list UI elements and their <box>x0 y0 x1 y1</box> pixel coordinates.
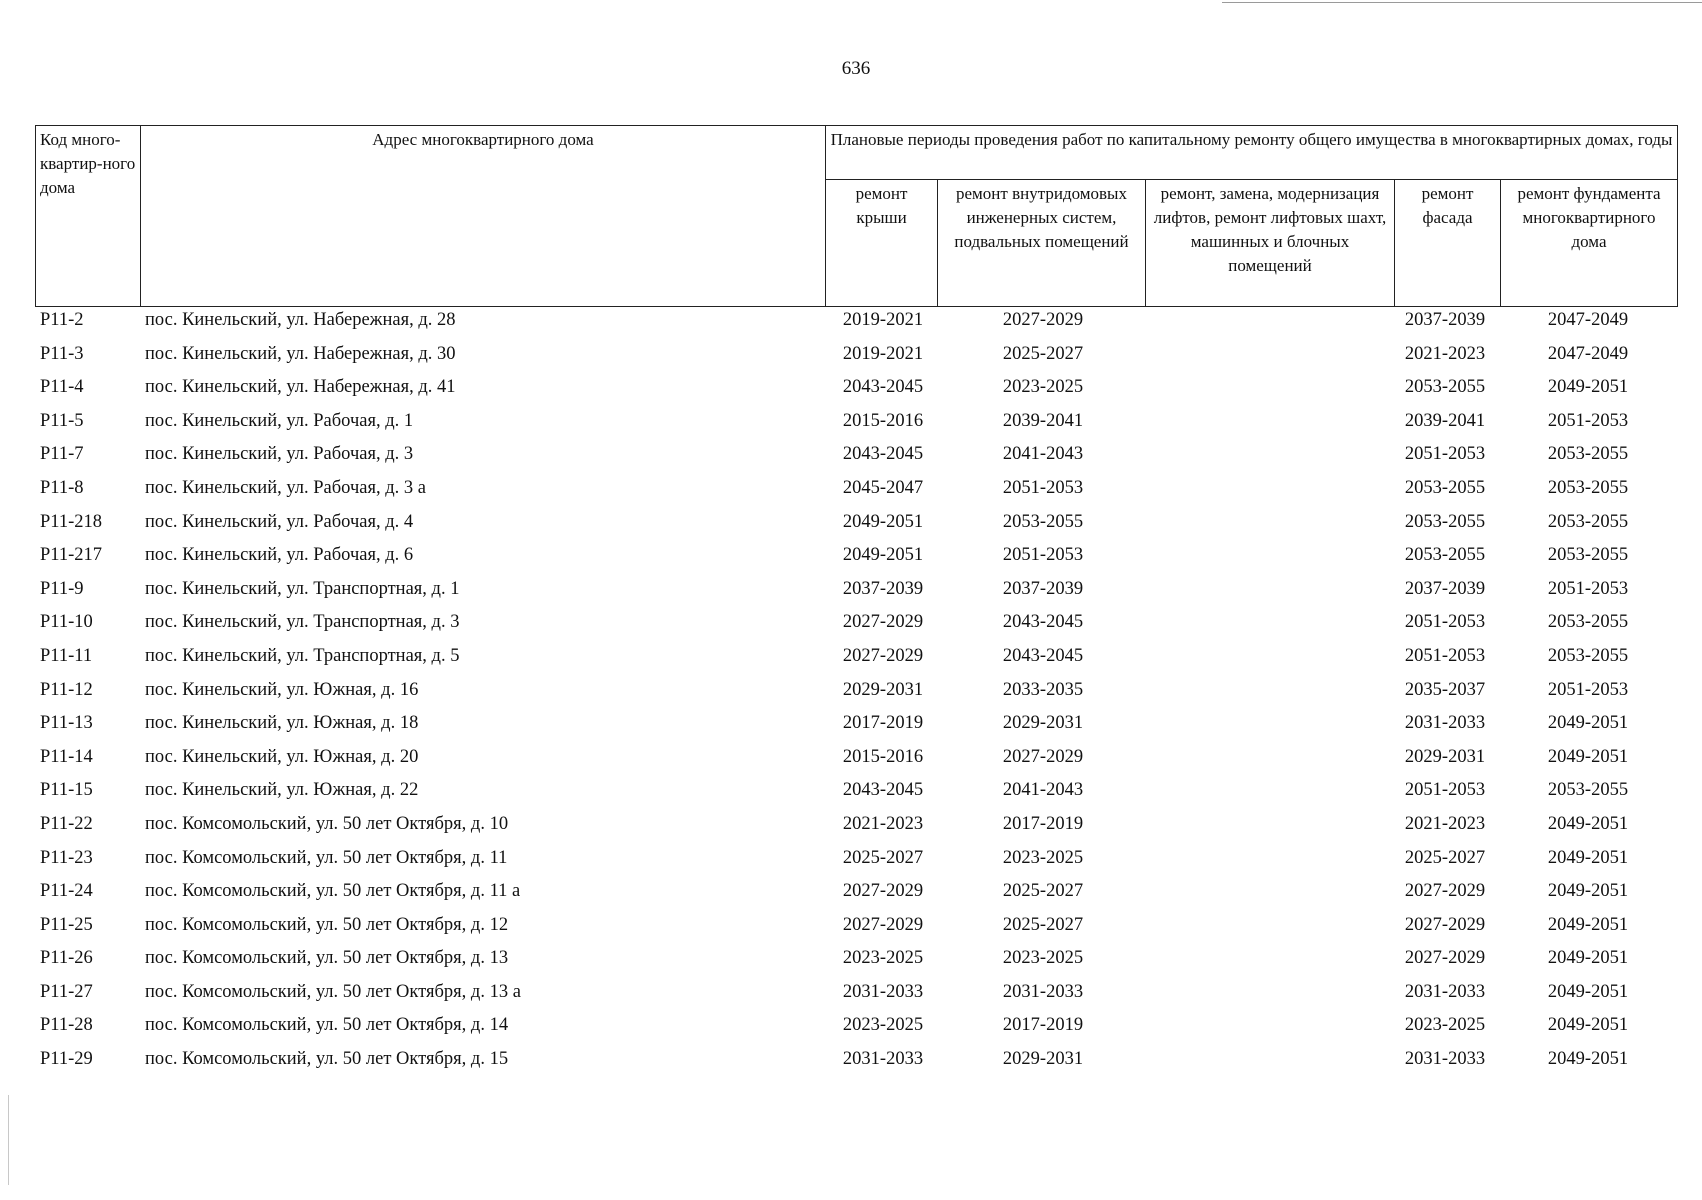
cell-code: P11-8 <box>40 477 84 498</box>
cell-foundation: 2049-2051 <box>1547 746 1629 767</box>
cell-code: P11-13 <box>40 713 93 734</box>
cell-foundation: 2049-2051 <box>1547 1049 1629 1070</box>
cell-systems: 2043-2045 <box>1002 645 1084 666</box>
header-engineering-systems: ремонт внутридомовых инженерных систем, подвальных помещений <box>938 180 1146 307</box>
table-row <box>35 678 1677 712</box>
table-row <box>35 745 1677 779</box>
table-body <box>35 308 1677 1081</box>
cell-code: P11-14 <box>40 746 93 767</box>
header-facade: ремонт фасада <box>1395 180 1501 307</box>
cell-roof: 2029-2031 <box>842 679 924 700</box>
cell-systems: 2033-2035 <box>1002 679 1084 700</box>
cell-systems: 2025-2027 <box>1002 881 1084 902</box>
cell-foundation: 2049-2051 <box>1547 881 1629 902</box>
cell-code: P11-15 <box>40 780 93 801</box>
header-address: Адрес многоквартирного дома <box>141 126 826 307</box>
cell-systems: 2027-2029 <box>1002 746 1084 767</box>
cell-roof: 2027-2029 <box>842 914 924 935</box>
cell-systems: 2017-2019 <box>1002 1015 1084 1036</box>
cell-facade: 2031-2033 <box>1404 1049 1486 1070</box>
cell-address: пос. Кинельский, ул. Транспортная, д. 1 <box>145 578 460 599</box>
cell-address: пос. Кинельский, ул. Набережная, д. 41 <box>145 377 456 398</box>
cell-address: пос. Кинельский, ул. Южная, д. 18 <box>145 713 419 734</box>
cell-foundation: 2051-2053 <box>1547 578 1629 599</box>
cell-code: P11-24 <box>40 881 93 902</box>
cell-foundation: 2049-2051 <box>1547 813 1629 834</box>
cell-systems: 2051-2053 <box>1002 545 1084 566</box>
cell-foundation: 2051-2053 <box>1547 679 1629 700</box>
cell-foundation: 2049-2051 <box>1547 981 1629 1002</box>
cell-roof: 2049-2051 <box>842 545 924 566</box>
cell-address: пос. Комсомольский, ул. 50 лет Октября, д. 11 <box>145 847 508 868</box>
cell-code: P11-23 <box>40 847 93 868</box>
cell-foundation: 2049-2051 <box>1547 847 1629 868</box>
cell-facade: 2051-2053 <box>1404 444 1486 465</box>
cell-foundation: 2049-2051 <box>1547 1015 1629 1036</box>
cell-systems: 2039-2041 <box>1002 410 1084 431</box>
cell-code: P11-7 <box>40 444 84 465</box>
cell-foundation: 2053-2055 <box>1547 545 1629 566</box>
cell-foundation: 2053-2055 <box>1547 612 1629 633</box>
cell-foundation: 2053-2055 <box>1547 645 1629 666</box>
cell-code: P11-9 <box>40 578 84 599</box>
cell-systems: 2027-2029 <box>1002 310 1084 330</box>
cell-foundation: 2049-2051 <box>1547 948 1629 969</box>
cell-foundation: 2047-2049 <box>1547 343 1629 364</box>
cell-facade: 2035-2037 <box>1404 679 1486 700</box>
cell-roof: 2025-2027 <box>842 847 924 868</box>
cell-foundation: 2053-2055 <box>1547 477 1629 498</box>
cell-address: пос. Кинельский, ул. Рабочая, д. 6 <box>145 545 414 566</box>
cell-systems: 2023-2025 <box>1002 948 1084 969</box>
cell-roof: 2045-2047 <box>842 477 924 498</box>
cell-systems: 2023-2025 <box>1002 377 1084 398</box>
table-row <box>35 577 1677 611</box>
cell-facade: 2031-2033 <box>1404 981 1486 1002</box>
cell-facade: 2051-2053 <box>1404 612 1486 633</box>
cell-roof: 2015-2016 <box>842 746 924 767</box>
cell-roof: 2049-2051 <box>842 511 924 532</box>
cell-roof: 2021-2023 <box>842 813 924 834</box>
cell-code: P11-27 <box>40 981 93 1002</box>
cell-address: пос. Кинельский, ул. Транспортная, д. 3 <box>145 612 460 633</box>
table-row <box>35 913 1677 947</box>
cell-roof: 2027-2029 <box>842 881 924 902</box>
cell-address: пос. Комсомольский, ул. 50 лет Октября, д. 13 а <box>145 981 521 1002</box>
header-roof: ремонт крыши <box>826 180 938 307</box>
cell-facade: 2037-2039 <box>1404 578 1486 599</box>
scan-edge-mark <box>8 1095 9 1185</box>
cell-foundation: 2049-2051 <box>1547 914 1629 935</box>
header-elevators: ремонт, замена, модернизация лифтов, ремонт лифтовых шахт, машинных и блочных помещений <box>1146 180 1395 307</box>
cell-facade: 2023-2025 <box>1404 1015 1486 1036</box>
cell-code: P11-11 <box>40 645 93 666</box>
cell-roof: 2027-2029 <box>842 612 924 633</box>
cell-foundation: 2053-2055 <box>1547 780 1629 801</box>
cell-code: P11-28 <box>40 1015 93 1036</box>
cell-code: P11-25 <box>40 914 93 935</box>
table-row <box>35 980 1677 1014</box>
cell-roof: 2043-2045 <box>842 377 924 398</box>
cell-facade: 2031-2033 <box>1404 713 1486 734</box>
cell-code: P11-29 <box>40 1049 93 1070</box>
cell-address: пос. Комсомольский, ул. 50 лет Октября, д. 13 <box>145 948 509 969</box>
table-row <box>35 711 1677 745</box>
cell-facade: 2029-2031 <box>1404 746 1486 767</box>
cell-roof: 2031-2033 <box>842 1049 924 1070</box>
cell-address: пос. Комсомольский, ул. 50 лет Октября, д. 11 а <box>145 881 521 902</box>
cell-facade: 2037-2039 <box>1404 310 1486 330</box>
table-row <box>35 644 1677 678</box>
cell-address: пос. Кинельский, ул. Южная, д. 22 <box>145 780 419 801</box>
table-row <box>35 778 1677 812</box>
cell-roof: 2019-2021 <box>842 343 924 364</box>
cell-roof: 2031-2033 <box>842 981 924 1002</box>
cell-systems: 2041-2043 <box>1002 444 1084 465</box>
cell-facade: 2021-2023 <box>1404 813 1486 834</box>
table-row <box>35 610 1677 644</box>
table-header <box>35 125 1678 307</box>
cell-code: P11-10 <box>40 612 93 633</box>
cell-foundation: 2053-2055 <box>1547 511 1629 532</box>
cell-facade: 2025-2027 <box>1404 847 1486 868</box>
cell-facade: 2039-2041 <box>1404 410 1486 431</box>
cell-systems: 2041-2043 <box>1002 780 1084 801</box>
header-periods-group: Плановые периоды проведения работ по капитальному ремонту общего имущества в многоквартирных домах, годы <box>826 126 1678 180</box>
cell-roof: 2043-2045 <box>842 780 924 801</box>
cell-systems: 2053-2055 <box>1002 511 1084 532</box>
cell-address: пос. Кинельский, ул. Южная, д. 16 <box>145 679 419 700</box>
table-row <box>35 409 1677 443</box>
header-foundation: ремонт фундамента многоквартирного дома <box>1501 180 1678 307</box>
cell-address: пос. Комсомольский, ул. 50 лет Октября, д. 10 <box>145 813 509 834</box>
table-row <box>35 812 1677 846</box>
cell-systems: 2025-2027 <box>1002 343 1084 364</box>
table-row <box>35 1047 1677 1081</box>
cell-code: P11-3 <box>40 343 84 364</box>
cell-foundation: 2049-2051 <box>1547 377 1629 398</box>
cell-address: пос. Кинельский, ул. Рабочая, д. 1 <box>145 410 414 431</box>
cell-code: P11-5 <box>40 410 84 431</box>
cell-roof: 2019-2021 <box>842 310 924 330</box>
header-code: Код много-квартир-ного дома <box>36 126 141 307</box>
cell-facade: 2053-2055 <box>1404 377 1486 398</box>
table-row <box>35 342 1677 376</box>
cell-roof: 2023-2025 <box>842 948 924 969</box>
cell-roof: 2027-2029 <box>842 645 924 666</box>
cell-address: пос. Кинельский, ул. Южная, д. 20 <box>145 746 419 767</box>
cell-roof: 2043-2045 <box>842 444 924 465</box>
cell-code: P11-2 <box>40 310 84 330</box>
table-row <box>35 476 1677 510</box>
cell-systems: 2017-2019 <box>1002 813 1084 834</box>
cell-address: пос. Кинельский, ул. Набережная, д. 28 <box>145 310 456 330</box>
cell-roof: 2015-2016 <box>842 410 924 431</box>
cell-foundation: 2047-2049 <box>1547 310 1629 330</box>
cell-systems: 2051-2053 <box>1002 477 1084 498</box>
cell-code: P11-22 <box>40 813 93 834</box>
cell-address: пос. Кинельский, ул. Рабочая, д. 4 <box>145 511 414 532</box>
cell-address: пос. Кинельский, ул. Транспортная, д. 5 <box>145 645 460 666</box>
cell-code: P11-26 <box>40 948 93 969</box>
cell-systems: 2037-2039 <box>1002 578 1084 599</box>
cell-facade: 2021-2023 <box>1404 343 1486 364</box>
cell-address: пос. Кинельский, ул. Рабочая, д. 3 а <box>145 477 426 498</box>
table-row <box>35 510 1677 544</box>
table-row <box>35 375 1677 409</box>
cell-foundation: 2049-2051 <box>1547 713 1629 734</box>
cell-systems: 2031-2033 <box>1002 981 1084 1002</box>
page-number: 636 <box>841 58 871 79</box>
cell-systems: 2029-2031 <box>1002 1049 1084 1070</box>
cell-roof: 2017-2019 <box>842 713 924 734</box>
cell-roof: 2037-2039 <box>842 578 924 599</box>
cell-facade: 2027-2029 <box>1404 914 1486 935</box>
cell-facade: 2053-2055 <box>1404 511 1486 532</box>
cell-address: пос. Комсомольский, ул. 50 лет Октября, д. 14 <box>145 1015 509 1036</box>
cell-address: пос. Комсомольский, ул. 50 лет Октября, д. 12 <box>145 914 509 935</box>
cell-systems: 2029-2031 <box>1002 713 1084 734</box>
cell-code: P11-4 <box>40 377 84 398</box>
cell-address: пос. Кинельский, ул. Набережная, д. 30 <box>145 343 456 364</box>
cell-roof: 2023-2025 <box>842 1015 924 1036</box>
cell-code: P11-218 <box>40 511 103 532</box>
cell-code: P11-12 <box>40 679 93 700</box>
table-row <box>35 308 1677 342</box>
cell-facade: 2051-2053 <box>1404 645 1486 666</box>
cell-foundation: 2053-2055 <box>1547 444 1629 465</box>
cell-facade: 2053-2055 <box>1404 545 1486 566</box>
table-row <box>35 543 1677 577</box>
cell-foundation: 2051-2053 <box>1547 410 1629 431</box>
cell-systems: 2023-2025 <box>1002 847 1084 868</box>
cell-facade: 2027-2029 <box>1404 948 1486 969</box>
cell-facade: 2051-2053 <box>1404 780 1486 801</box>
table-row <box>35 1013 1677 1047</box>
cell-systems: 2025-2027 <box>1002 914 1084 935</box>
cell-code: P11-217 <box>40 545 103 566</box>
scan-top-rule <box>1222 2 1702 3</box>
table-row <box>35 879 1677 913</box>
table-row <box>35 846 1677 880</box>
cell-facade: 2053-2055 <box>1404 477 1486 498</box>
cell-systems: 2043-2045 <box>1002 612 1084 633</box>
cell-address: пос. Комсомольский, ул. 50 лет Октября, д. 15 <box>145 1049 509 1070</box>
table-row <box>35 946 1677 980</box>
cell-facade: 2027-2029 <box>1404 881 1486 902</box>
table-row <box>35 442 1677 476</box>
cell-address: пос. Кинельский, ул. Рабочая, д. 3 <box>145 444 414 465</box>
